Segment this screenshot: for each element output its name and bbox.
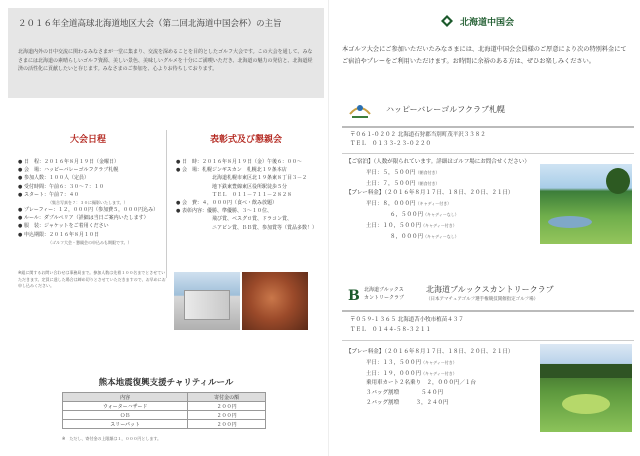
play-label: 【プレー料金】（２０１６年８月１７日、１８日、２０日、２１日） [346, 349, 514, 355]
svg-text:B: B [348, 288, 360, 302]
schedule-row: ● 参加人数：１００人（定員） [18, 175, 89, 182]
club-pricing [346, 158, 530, 242]
charity-table [62, 392, 266, 429]
right-intro-text: 本ゴルフ大会にご参加いただいたみなさまには、北海道中国会会員様のご厚意により次の特別料金にてご宿泊やプレーをご利用いただけます。お時間に余裕のある方は、ぜひお楽しみください。 [342, 46, 627, 66]
price-row: ６，５００円（キャディーなし） [390, 211, 459, 218]
award-row: 北海道札幌市東区北１９条東８丁目３－２ [212, 175, 308, 182]
jingisukan-food-photo [242, 272, 308, 330]
price-row: ８，０００円（キャディーなし） [390, 233, 459, 240]
price-row: ３バッグ割増 ５４０円 [366, 390, 444, 397]
club-tel: ＴＥＬ ０１４４-５８-３２１１ [350, 327, 431, 333]
club-tel: ＴＥＬ ０１３３-２３-０２２０ [350, 141, 431, 147]
price-row: 土日：１９，０００円（キャディー付き） [366, 370, 457, 377]
table-row [63, 402, 266, 411]
club-divider [342, 126, 634, 128]
award-row: ● 会 場：札幌ジンギスカン 札幌北１９条本店 [176, 167, 287, 174]
club-name: 北海道ブルックスカントリークラブ [426, 285, 554, 294]
left-panel [8, 8, 324, 448]
table-cell: ウォーターハザード [63, 402, 188, 411]
happy-valley-logo-icon [348, 100, 372, 122]
table-row [63, 420, 266, 429]
intro-header-box [8, 8, 324, 98]
schedule-row: ● 服 装：ジャケットをご着用ください [18, 223, 109, 230]
award-title: 表彰式及び懇親会 [209, 135, 282, 145]
award-row: 飛び賞、ベスグロ賞、ドラコン賞、 [212, 216, 293, 223]
purpose-text: 北海道内外の日中交流に関わるみなさまが一堂に集まり、交流を深めることを目的としたゴルフ大会です。この大会を通して、みなさまには北海道の素晴らしいゴルフ資源、美しい景色、美味しいグルメを十分にご満喫いただき、北海道の魅力の発信と、北海道経済の活性化に貢献したいと存じます。みなさまのご参加を、心よりお待ちしております。 [18, 49, 313, 73]
price-row: 平日：１３，５００円（キャディー付き） [366, 359, 457, 366]
club-header [342, 282, 634, 312]
price-row: 乗用車カート２名乗り ２，０００円／１台 [366, 380, 477, 387]
brooks-logo-icon [348, 288, 360, 302]
lodging-label: 【ご宿泊】（人数が限られています。詳細はゴルフ場にお問合せください） [346, 159, 530, 165]
price-row: ２バッグ割増 ３，２４０円 [366, 399, 449, 406]
start-note: （集合写真を７：３０に撮影いたします。） [48, 200, 128, 206]
table-cell: ２００円 [188, 411, 266, 420]
happy-valley-course-photo [540, 164, 632, 244]
club-name: ハッピーバレーゴルフクラブ札幌 [386, 105, 506, 114]
price-row: 土日：１０，５００円（キャディー付き） [366, 222, 457, 229]
schedule-row: ● 受付時間：午前６：３０～７：１０ [18, 183, 104, 190]
schedule-note: ※組に関するお問い合わせは事務局まで。参加人数は先着１００名までとさせていただきます。定員に達した場合は締め切りとさせていただきますので、お早めにお申し込みください。 [18, 270, 166, 288]
association-logo [440, 14, 514, 28]
schedule-row: ● プレーフィー：１２，０００円（参加費５，０００円込み） [18, 207, 159, 214]
table-cell: ＯＢ [63, 411, 188, 420]
award-row: ● 会 費：４，０００円（食べ・飲み放題） [176, 200, 277, 207]
club-address: 〒０５９-１３６５ 北海道苫小牧市植苗４３７ [350, 317, 464, 323]
club-header [342, 96, 634, 126]
column-divider [166, 130, 167, 278]
schedule-list [18, 158, 166, 246]
club-divider [342, 310, 634, 312]
price-row: 平日：８，０００円（キャディー付き） [366, 201, 452, 208]
club-divider [342, 153, 634, 154]
price-row: 土日：７，５００円（朝食付き） [366, 180, 440, 187]
schedule-title: 大会日程 [69, 135, 106, 145]
award-row: ● 表彰内容：優勝、準優勝、３～１０位、 [176, 208, 272, 215]
table-header: 寄付金の額 [188, 393, 266, 402]
association-emblem-icon [440, 14, 454, 28]
table-header: 内容 [63, 393, 188, 402]
table-cell: スリーパット [63, 420, 188, 429]
brooks-course-photo [540, 344, 632, 432]
play-label: 【プレー料金】（２０１６年８月１７日、１８日、２０日、２１日） [346, 190, 514, 197]
award-row: ● 日 時：２０１６年８月１９日（金）午後６：００～ [176, 159, 302, 165]
table-cell: ２００円 [188, 420, 266, 429]
table-header-row [63, 393, 266, 402]
restaurant-exterior-photo [174, 272, 240, 330]
club-divider [342, 340, 634, 341]
fold-divider [328, 0, 329, 456]
award-row: ニアピン賞、ＢＢ賞、参加賞等（賞品多数！） [212, 224, 318, 231]
price-row: 平日：５，５００円（朝食付き） [366, 169, 440, 176]
club-subtitle: （日本アマチュアゴルフ選手権競技開催指定ゴルフ場） [426, 297, 539, 302]
brooks-logo-text: 北海道ブルックス [364, 287, 404, 293]
schedule-row: ● スタート：午前７：４０ [18, 191, 79, 198]
purpose-title: ２０１６年全道高球北海道地区大会（第二回北海道中国会杯）の主旨 [18, 19, 282, 29]
club-pricing [346, 348, 514, 409]
schedule-row: ● 日 程：２０１６年８月１９日（金曜日） [18, 159, 119, 165]
deadline-note: （ゴルフ大会・懇親会の申込みも期限です。） [48, 239, 132, 245]
table-cell: ２００円 [188, 402, 266, 411]
club-address: 〒０６１-０２０２ 北海道石狩郡当別町茂平沢３３８２ [350, 132, 486, 138]
association-logo-text: 北海道中国会 [460, 17, 515, 28]
charity-note: ※ ただし、寄付金の上限額は１，０００円とします。 [62, 436, 162, 441]
brooks-logo-sub: カントリークラブ [364, 295, 405, 301]
award-list [176, 158, 322, 232]
schedule-row: ● ルール：ダブルペリア（詳細は当日ご案内いたします） [18, 215, 149, 222]
charity-title: 熊本地震復興支援チャリティルール [98, 378, 234, 388]
schedule-row: ● 会 場：ハッピーバレーゴルフクラブ札幌 [18, 167, 119, 174]
award-row: 地下鉄東豊線東区役所駅徒歩５分 [212, 183, 288, 190]
table-row [63, 411, 266, 420]
schedule-row: ● 申込期限：２０１６年８月１０日 [18, 231, 99, 238]
award-row: ＴＥＬ ０１１－７１１－２８２８ [212, 191, 293, 198]
